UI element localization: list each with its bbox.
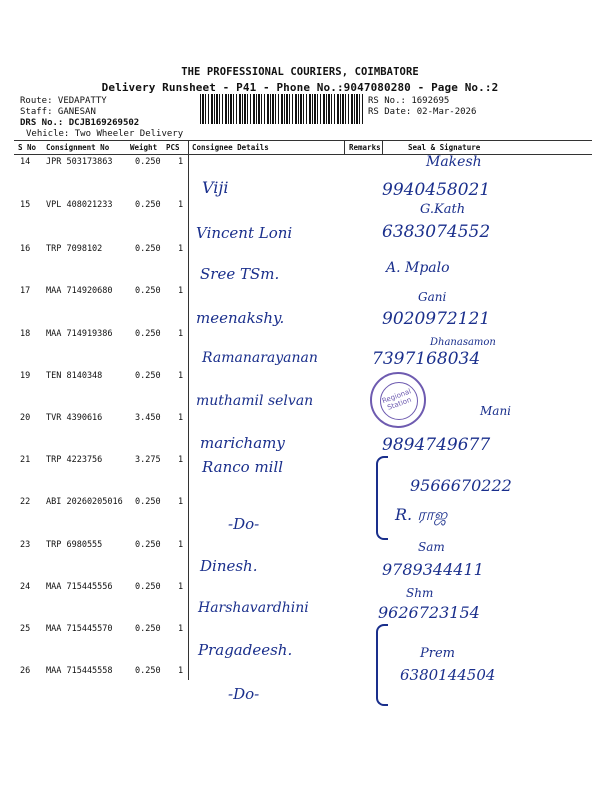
table-row — [0, 497, 600, 535]
handwritten-phone: 6380144504 — [400, 666, 496, 684]
table-header — [0, 140, 600, 154]
col-remarks: Remarks — [349, 143, 381, 152]
row-sno: 21 — [20, 455, 31, 465]
row-pcs: 1 — [178, 413, 184, 423]
row-sno: 14 — [20, 157, 31, 167]
row-consignment: TRP 6980555 — [46, 540, 103, 550]
row-weight: 3.275 — [135, 455, 161, 465]
staff: Staff: GANESAN — [20, 107, 96, 117]
row-sno: 15 — [20, 200, 31, 210]
signature: Shm — [406, 586, 434, 600]
row-weight: 0.250 — [135, 157, 161, 167]
handwritten-name: Viji — [202, 178, 229, 197]
row-consignment: MAA 715445570 — [46, 624, 113, 634]
col-seal-signature: Seal & Signature — [408, 143, 481, 152]
handwritten-name: Vincent Loni — [196, 224, 293, 242]
handwritten-name: Dinesh. — [200, 557, 258, 575]
handwritten-name: Ranco mill — [202, 458, 284, 476]
handwritten-phone: 9566670222 — [410, 476, 512, 495]
row-sno: 25 — [20, 624, 31, 634]
row-weight: 0.250 — [135, 540, 161, 550]
row-sno: 16 — [20, 244, 31, 254]
signature: G.Kath — [420, 202, 466, 217]
handwritten-phone: 9789344411 — [382, 560, 484, 579]
row-consignment: TEN 8140348 — [46, 371, 103, 381]
row-weight: 0.250 — [135, 286, 161, 296]
signature: Sam — [418, 540, 445, 554]
row-consignment: MAA 714919386 — [46, 329, 113, 339]
row-sno: 24 — [20, 582, 31, 592]
row-consignment: MAA 714920680 — [46, 286, 113, 296]
handwritten-phone: 9626723154 — [378, 603, 480, 622]
row-consignment: VPL 408021233 — [46, 200, 113, 210]
row-pcs: 1 — [178, 329, 184, 339]
rs-number: RS No.: 1692695 — [368, 96, 450, 106]
row-consignment: TRP 4223756 — [46, 455, 103, 465]
table-row — [0, 200, 600, 238]
row-sno: 22 — [20, 497, 31, 507]
row-weight: 0.250 — [135, 329, 161, 339]
col-consignee: Consignee Details — [192, 143, 269, 152]
row-consignment: MAA 715445558 — [46, 666, 113, 676]
row-weight: 0.250 — [135, 371, 161, 381]
row-sno: 17 — [20, 286, 31, 296]
handwritten-name: muthamil selvan — [196, 393, 314, 409]
row-weight: 0.250 — [135, 497, 161, 507]
row-weight: 0.250 — [135, 666, 161, 676]
row-consignment: TVR 4390616 — [46, 413, 103, 423]
table-row — [0, 540, 600, 578]
row-weight: 3.450 — [135, 413, 161, 423]
col-weight: Weight — [130, 143, 158, 152]
handwritten-name: Harshavardhini — [198, 600, 309, 616]
row-consignment: ABI 20260205016 — [46, 497, 123, 507]
row-pcs: 1 — [178, 666, 184, 676]
header-bottom-line — [14, 154, 592, 155]
row-pcs: 1 — [178, 582, 184, 592]
handwritten-name: marichamy — [200, 434, 285, 452]
table-row — [0, 286, 600, 324]
route: Route: VEDAPATTY — [20, 96, 107, 106]
handwritten-name: Ramanarayanan — [202, 350, 318, 366]
row-consignment: JPR 503173863 — [46, 157, 113, 167]
row-sno: 26 — [20, 666, 31, 676]
row-weight: 0.250 — [135, 244, 161, 254]
handwritten-name: Pragadeesh. — [198, 641, 293, 659]
row-pcs: 1 — [178, 497, 184, 507]
handwritten-name: Sree TSm. — [200, 265, 280, 283]
row-weight: 0.250 — [135, 200, 161, 210]
row-pcs: 1 — [178, 157, 184, 167]
handwritten-phone: 9940458021 — [382, 180, 491, 200]
rs-date: RS Date: 02-Mar-2026 — [368, 107, 477, 117]
signature: Dhanasamon — [430, 337, 496, 348]
row-pcs: 1 — [178, 286, 184, 296]
row-pcs: 1 — [178, 455, 184, 465]
signature: A. Mpalo — [386, 260, 450, 276]
col-sno: S No — [18, 143, 37, 152]
row-pcs: 1 — [178, 624, 184, 634]
handwritten-phone: 9894749677 — [382, 435, 491, 455]
row-consignment: TRP 7098102 — [46, 244, 103, 254]
handwritten-phone: R. ராஜ — [395, 505, 448, 524]
table-row — [0, 624, 600, 662]
drs-number: DRS No.: DCJB169269502 — [20, 118, 140, 128]
row-sno: 20 — [20, 413, 31, 423]
row-sno: 19 — [20, 371, 31, 381]
vehicle: Vehicle: Two Wheeler Delivery — [26, 129, 184, 139]
barcode — [200, 94, 363, 124]
col-consignment: Consignment No — [46, 143, 110, 152]
handwritten-name: meenakshy. — [196, 309, 285, 327]
brace-mark — [376, 624, 388, 706]
row-pcs: 1 — [178, 244, 184, 254]
row-pcs: 1 — [178, 200, 184, 210]
row-weight: 0.250 — [135, 624, 161, 634]
row-sno: 23 — [20, 540, 31, 550]
handwritten-phone: 6383074552 — [382, 222, 491, 242]
row-consignment: MAA 715445556 — [46, 582, 113, 592]
table-row — [0, 244, 600, 282]
table-row — [0, 666, 600, 704]
row-pcs: 1 — [178, 540, 184, 550]
signature: Gani — [418, 290, 447, 304]
handwritten-phone: 9020972121 — [382, 309, 491, 329]
signature: Prem — [420, 646, 455, 661]
company-title: THE PROFESSIONAL COURIERS, COIMBATORE — [181, 66, 419, 78]
handwritten-name: -Do- — [228, 515, 260, 533]
regional-station-seal: Regional Station — [370, 372, 426, 428]
table-row — [0, 157, 600, 195]
col-pcs: PCS — [166, 143, 180, 152]
signature: Makesh — [426, 154, 482, 170]
row-weight: 0.250 — [135, 582, 161, 592]
row-sno: 18 — [20, 329, 31, 339]
signature: Mani — [480, 404, 512, 418]
brace-mark — [376, 456, 388, 540]
runsheet-title: Delivery Runsheet - P41 - Phone No.:9047080280 - Page No.:2 — [101, 81, 499, 94]
handwritten-name: -Do- — [228, 685, 260, 703]
table-row — [0, 413, 600, 451]
row-pcs: 1 — [178, 371, 184, 381]
handwritten-phone: 7397168034 — [372, 349, 481, 369]
